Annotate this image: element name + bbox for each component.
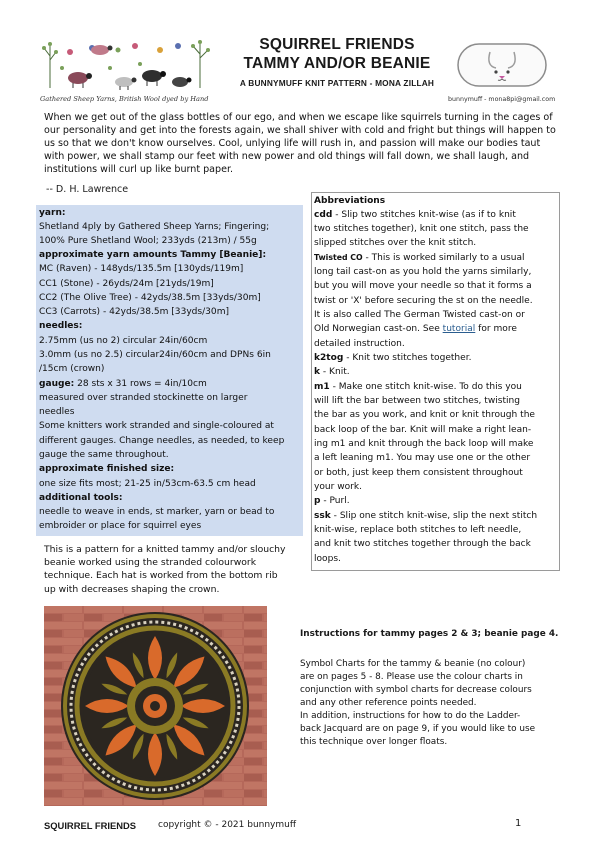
abbr-definition: a left leaning m1. You may use one or the other (314, 453, 531, 463)
abbr-definition-with-link (314, 323, 517, 335)
abbr-definition: twist or 'X' before securing the st on the needle. (314, 296, 533, 306)
abbr-definition: long tail cast-on as you hold the yarns similarly, (314, 267, 532, 277)
instructions-line: conjunction with symbol charts for decrease colours (300, 685, 532, 695)
abbr-definition: - Slip one stitch knit-wise, slip the next stitch (330, 511, 538, 521)
instructions-line: and any other reference points needed. (300, 698, 477, 708)
size-value: one size fits most; 21-25 in/53cm-63.5 cm head (39, 479, 256, 489)
bunny-face-icon (456, 40, 548, 90)
footer-copyright: copyright © - 2021 bunnymuff (158, 820, 297, 830)
abbr-definition: - Slip two stitches knit-wise (as if to knit (332, 210, 516, 220)
abbr-definition: will lift the bar between two stitches, twisting (314, 396, 521, 406)
abbr-definition: - Make one stitch knit-wise. To do this you (329, 382, 522, 392)
abbreviations-heading: Abbreviations (314, 196, 386, 206)
abbr-cdd (314, 209, 516, 221)
abbr-definition: - Purl. (320, 496, 350, 506)
instructions-line: Symbol Charts for the tammy & beanie (no colour) (300, 659, 526, 669)
footer-title: SQUIRREL FRIENDS (44, 820, 137, 831)
abbr-definition: slipped stitches over the knit stitch. (314, 238, 477, 248)
tools-line: needle to weave in ends, st marker, yarn or bead to (39, 507, 275, 517)
abbr-m1 (314, 381, 522, 393)
abbr-term: p (314, 496, 321, 506)
abbr-definition: or both, just keep them consistent throughout (314, 468, 523, 478)
yarn-amount-cc1: CC1 (Stone) - 26yds/24m [21yds/19m] (39, 279, 214, 289)
abbr-k (314, 366, 350, 378)
contact-email: bunnymuff - mona8pi@gmail.com (448, 96, 556, 103)
yarn-heading: yarn: (39, 208, 66, 218)
needles-line: /15cm (crown) (39, 364, 105, 374)
gauge-value: 28 sts x 31 rows = 4in/10cm (74, 379, 207, 389)
pattern-description: This is a pattern for a knitted tammy and/or slouchy beanie worked using the stranded colourwork technique. Each hat is worked from the bottom rib up with decreases shaping the crown. (44, 544, 286, 595)
page-subtitle: A BUNNYMUFF KNIT PATTERN - MONA ZILLAH (239, 78, 435, 88)
needles-line: 2.75mm (us no 2) circular 24in/60cm (39, 336, 208, 346)
abbr-definition: - Knit. (320, 367, 350, 377)
yarn-line: 100% Pure Shetland Wool; 233yds (213m) / 55g (39, 236, 257, 246)
abbr-p (314, 495, 350, 507)
gauge-line: different gauges. Change needles, as needed, to keep (39, 436, 285, 446)
needles-heading: needles: (39, 321, 83, 331)
quote-author: -- D. H. Lawrence (46, 184, 129, 195)
abbr-definition: and knit two stitches together through the back (314, 539, 531, 549)
abbr-definition: ing m1 and knit through the back loop will make (314, 439, 534, 449)
abbr-definition: It is also called The German Twisted cast-on or (314, 310, 525, 320)
tools-line: embroider or place for squirrel eyes (39, 521, 202, 531)
gauge-heading: gauge: (39, 379, 75, 389)
sheep-illustration-icon (40, 38, 220, 94)
abbr-definition: the bar as you work, and knit or knit through the (314, 410, 535, 420)
instructions-line: In addition, instructions for how to do the Ladder- (300, 711, 521, 721)
size-heading: approximate finished size: (39, 464, 175, 474)
instructions-line: this technique over longer floats. (300, 737, 448, 747)
abbr-definition: two stitches together), knit one stitch, pass the (314, 224, 529, 234)
abbr-definition: knit-wise, replace both stitches to left needle, (314, 525, 522, 535)
abbr-term: ssk (314, 511, 331, 521)
abbr-definition: Old Norwegian cast-on. See (314, 324, 443, 334)
abbr-definition: for more (475, 324, 517, 334)
abbr-definition: but you will move your needle so that it forms a (314, 281, 532, 291)
hat-photo (44, 606, 267, 806)
abbr-definition: your work. (314, 482, 362, 492)
abbr-ssk (314, 510, 537, 522)
yarn-amount-mc: MC (Raven) - 148yds/135.5m [130yds/119m] (39, 264, 244, 274)
abbr-term: k (314, 367, 321, 377)
yarn-amount-cc3: CC3 (Carrots) - 42yds/38.5m [33yds/30m] (39, 307, 230, 317)
page-title: SQUIRREL FRIENDS (259, 36, 415, 53)
intro-quote: When we get out of the glass bottles of our ego, and when we escape like squirrels turning in the cages of our personality and get into the forests again, we shall shiver with cold and fright but things will happen to us so that we don't know ourselves. Cool, unlying life will rush in, and passion will make our bodies taut with power, we shall stamp our feet with new power and old things will fall down, we shall laugh, and institutions will curl up like burnt paper. (44, 112, 556, 176)
abbr-definition: back loop of the bar. Knit will make a right lean- (314, 425, 532, 435)
gauge-line (39, 378, 207, 390)
abbr-term: k2tog (314, 353, 344, 363)
tutorial-link[interactable]: tutorial (442, 324, 476, 334)
gauge-line: needles (39, 407, 75, 417)
abbr-term: cdd (314, 210, 333, 220)
yarn-amount-cc2: CC2 (The Olive Tree) - 42yds/38.5m [33yds/30m] (39, 293, 261, 303)
abbr-definition: - Knit two stitches together. (343, 353, 472, 363)
gauge-line: Some knitters work stranded and single-coloured at (39, 421, 274, 431)
needles-line: 3.0mm (us no 2.5) circular24in/60cm and DPNs 6in (39, 350, 271, 360)
instructions-line: back Jacquard are on page 9, if you would like to use (300, 724, 536, 734)
abbr-term: m1 (314, 382, 330, 392)
abbr-definition: loops. (314, 554, 341, 564)
instructions-heading: Instructions for tammy pages 2 & 3; beanie page 4. (300, 629, 559, 639)
yarn-amounts-heading: approximate yarn amounts Tammy [Beanie]: (39, 250, 267, 260)
instructions-line: are on pages 5 - 8. Please use the colour charts in (300, 672, 523, 682)
page-title-line-2: TAMMY AND/OR BEANIE (243, 55, 431, 72)
abbr-twisted-co (314, 252, 525, 264)
abbr-term: Twisted CO (314, 253, 363, 262)
tools-heading: additional tools: (39, 493, 123, 503)
illustration-caption: Gathered Sheep Yarns, British Wool dyed by Hand (40, 95, 209, 103)
page-number: 1 (515, 818, 522, 829)
gauge-line: measured over stranded stockinette on larger (39, 393, 248, 403)
abbr-k2tog (314, 352, 472, 364)
abbr-definition: - This is worked similarly to a usual (362, 253, 525, 263)
gauge-line: gauge the same throughout. (39, 450, 169, 460)
abbr-definition: detailed instruction. (314, 339, 405, 349)
yarn-line: Shetland 4ply by Gathered Sheep Yarns; Fingering; (39, 222, 270, 232)
